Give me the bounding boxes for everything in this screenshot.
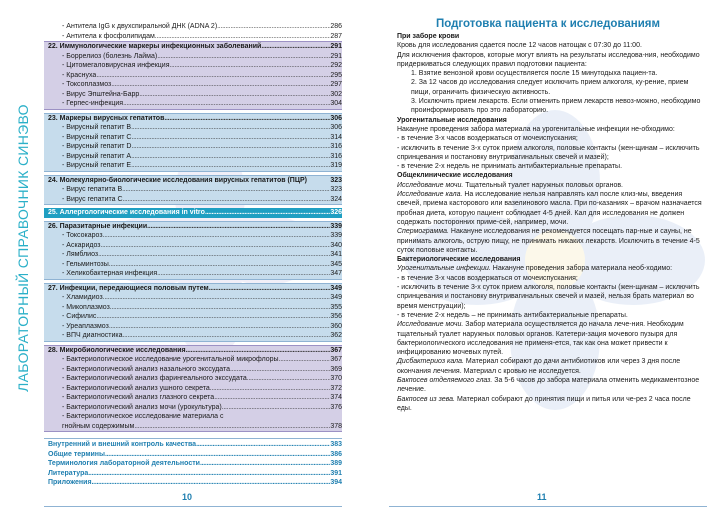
toc-entry-label: - Антитела IgG к двухспиральной ДНК (ADNA 2): [62, 23, 218, 30]
toc-entry: [44, 355, 342, 365]
footer-rule-left: [44, 506, 342, 507]
toc-entry-page: 360: [330, 322, 342, 330]
toc-entry: [44, 384, 342, 394]
toc-section-title: 27. Инфекции, передающиеся половым путем: [48, 284, 209, 292]
toc-entry: [44, 331, 342, 341]
toc-entry: [44, 71, 342, 81]
toc-entry-label: - Вирусный гепатит В: [62, 124, 132, 131]
toc-leader-dots: [186, 346, 331, 356]
toc-entry: [44, 322, 342, 332]
toc-entry: [44, 260, 342, 270]
paragraph-lead: Исследование кала.: [397, 191, 463, 199]
toc-leader-dots: [205, 208, 330, 218]
paragraph-text: На исследование нельзя направлять кал после клиз-мы, введения свечей, приема касторового или вазелинового масла. При по-казаниях – врачом назначается пробная диета, которую пациент соблюдает 4-5 дней. Кал для исследования не должен содержать посторонних приме-сей, например, мочи.: [397, 191, 702, 226]
toc-entry-page: 295: [330, 71, 342, 79]
toc-leader-dots: [103, 293, 331, 303]
toc-entry-label: - Вирусный гепатит С: [62, 133, 132, 141]
paragraph: [389, 181, 707, 190]
paragraph-lead: Бакпосев из зева.: [397, 395, 455, 403]
list-item: - исключить в течение 3-х суток прием алкоголя, половые контакты (жен-щинам – исключить спринцевания и постановку внутривагинальных свечей и мазей, нельзя брать материал во время менструации);: [397, 284, 700, 310]
toc-entry-label: гнойным содержимым: [62, 422, 135, 430]
toc-section-title: 26. Паразитарные инфекции: [48, 222, 148, 230]
toc-leader-dots: [279, 355, 331, 365]
spine: [0, 0, 42, 513]
toc-entry-page: 367: [330, 356, 342, 363]
paragraph-lead: Спермограмма.: [397, 228, 449, 236]
toc-leader-dots: [110, 303, 331, 313]
paragraph-text: Забор материала осуществляется до начала лече-ния. Необходим тщательный туалет наружных половых органов. Катетери-зация мочевого пузыря для бактериологического исследования не применя-ется, так как она может привести к инфицированию мочевых путей.: [397, 321, 684, 357]
list-item: - в течение 3-х часов воздержаться от мочеиспускания;: [397, 135, 578, 143]
section-heading-blood: При заборе крови: [397, 33, 460, 40]
toc-entry: [44, 61, 342, 71]
toc-entry-page: 291: [330, 52, 342, 60]
toc-leader-dots: [131, 123, 330, 133]
list-item: 1. Взятие венозной крови осуществляется после 15 минутодыха пациен-та.: [411, 70, 658, 78]
paragraph-text: Материал собирают до принятия пищи и питья или че-рез 2 часа после еды.: [397, 395, 691, 412]
toc-entry: [44, 412, 342, 422]
toc-entry-label: Общие термины: [48, 450, 106, 458]
paragraph: [389, 376, 707, 395]
toc-entry: [44, 142, 342, 152]
toc-section-title: 23. Маркеры вирусных гепатитов: [48, 114, 165, 122]
toc-entry: [44, 52, 342, 62]
toc-entry-page: 319: [330, 162, 342, 169]
toc-entry: [44, 133, 342, 143]
paragraph: [389, 264, 707, 273]
toc-leader-dots: [109, 322, 330, 332]
toc-leader-dots: [134, 422, 330, 432]
toc-entry-page: 372: [330, 384, 342, 392]
paragraph-text: Материал собирают до дачи антибиотиков или через 3 дня после окончания лечения. Материал с кровью не исследуется.: [397, 358, 681, 375]
toc-entry-label: - Хеликобактерная инфекция: [62, 270, 158, 277]
toc-leader-dots: [123, 195, 331, 205]
toc-entry: [44, 123, 342, 133]
toc-entry: [44, 195, 342, 205]
toc-leader-dots: [132, 133, 331, 143]
toc-leader-dots: [247, 374, 331, 384]
toc-entry-label: - Бактериологический анализ назального экссудата: [62, 365, 230, 373]
toc-section: [44, 345, 342, 433]
toc-entry-page: 292: [330, 62, 342, 69]
paragraph-lead: Исследование мочи.: [397, 181, 464, 189]
footer-rule-right: [389, 506, 707, 507]
toc-entry: [44, 80, 342, 90]
page-title: Подготовка пациента к исследованиям: [435, 18, 660, 30]
toc-entry: [44, 365, 342, 375]
toc-section: [44, 283, 342, 342]
toc-entry: [44, 32, 342, 42]
toc-entry-label: - Вирус гепатита С: [62, 195, 123, 203]
toc-entry-label: - Уреаплазмоз: [62, 322, 109, 330]
toc-entry-label: Приложения: [48, 479, 92, 486]
toc-entry: [44, 241, 342, 251]
toc-section: [44, 221, 342, 280]
toc-entry: [44, 303, 342, 313]
right-page-body: [389, 32, 707, 413]
toc-entry-page: 383: [330, 441, 342, 448]
toc-entry-label: - Хламидиоз: [62, 294, 103, 301]
toc-entry: [44, 403, 342, 413]
toc-section-page: 291: [330, 43, 342, 50]
right-page: [389, 18, 707, 413]
toc-entry: [44, 90, 342, 100]
toc-section-page: 326: [330, 209, 342, 216]
toc-entry-label: - Токсоплазмоз: [62, 81, 112, 88]
toc-entry-page: 341: [330, 251, 342, 258]
toc-leader-dots: [92, 478, 331, 488]
toc-entry-page: 314: [330, 133, 342, 141]
toc-leader-dots: [155, 32, 331, 42]
toc-leader-dots: [170, 61, 331, 71]
toc-section: [44, 41, 342, 110]
section-heading-urogenital: Урогенитальные исследования: [397, 116, 507, 124]
toc-entry-label: - Гельминтозы: [62, 260, 109, 268]
toc-entry: [44, 312, 342, 322]
list-item: - в течение 2-х недель не принимать антибактериальные препараты.: [397, 163, 623, 171]
toc-leader-dots: [157, 52, 330, 62]
toc-entry-page: 362: [330, 332, 342, 339]
toc-entry-label: - Бактериологическое исследование материала с: [62, 413, 224, 420]
page-number-right: 11: [537, 492, 547, 502]
toc-entry: [44, 422, 342, 432]
toc-entry-page: 394: [330, 479, 342, 486]
toc-leader-dots: [209, 284, 331, 294]
toc-leader-dots: [196, 440, 330, 450]
paragraph-lead: Дисбактериоз кала.: [397, 358, 464, 366]
toc-leader-dots: [157, 269, 330, 279]
paragraph-lead: Урогенитальные инфекции.: [397, 265, 491, 273]
section-heading-bacteriological: Бактериологические исследования: [397, 256, 521, 264]
toc-entry: [44, 374, 342, 384]
toc-section: [44, 208, 342, 218]
toc-section-heading: [44, 222, 342, 232]
toc-entry: [44, 250, 342, 260]
toc-entry: [44, 393, 342, 403]
paragraph: [389, 357, 707, 376]
toc-leader-dots: [217, 22, 330, 32]
paragraph-text: Накануне проведения забора материала необ-ходимо:: [490, 265, 673, 273]
toc-entry-label: - Боррелиоз (болезнь Лайма): [62, 52, 158, 60]
toc-leader-dots: [103, 231, 331, 241]
paragraph: Кровь для исследования сдается после 12 часов натощак с 07:30 до 11:00.: [397, 42, 642, 50]
paragraph-text: Накануне исследования не рекомендуется посещать пар-ные и сауны, не принимать алкоголь, острую пищу, не принимать никаких лекарств. Исключить в течение 4-5 суток половые контакты.: [397, 228, 700, 254]
toc-entry-label: Терминология лабораторной деятельности: [48, 460, 200, 467]
toc-entry-label: - Вирусный гепатит Е: [62, 162, 132, 169]
toc-entry-page: 297: [330, 81, 342, 88]
toc-entry-label: - Бактериологический анализ ушного секрета: [62, 384, 210, 392]
toc-section-title: 28. Микробиологические исследования: [48, 346, 186, 354]
toc-leader-dots: [139, 90, 330, 100]
toc-entry-label: - Бактериологический анализ фарингеального экссудата: [62, 375, 247, 382]
toc-leader-dots: [109, 260, 331, 270]
paragraph: [389, 227, 707, 255]
toc-section-title: 25. Аллергологические исследования in vitro: [48, 209, 205, 216]
toc-entry-page: 369: [330, 365, 342, 373]
list-item: 3. Исключить прием лекарств. Если отменить прием лекарств невоз-можно, необходимо проинформировать про это лабораторию.: [411, 98, 701, 115]
toc-entry-label: Внутренний и внешний контроль качества: [48, 441, 197, 448]
toc-entry-page: 376: [330, 403, 342, 411]
toc-leader-dots: [100, 241, 330, 251]
toc-entry: [44, 152, 342, 162]
toc-entry-label: Литература: [48, 469, 89, 477]
list-item: 2. За 12 часов до исследования следует исключить прием алкоголя, ку-рение, прием пищи, ограничить физическую активность.: [411, 79, 689, 96]
toc-leader-dots: [122, 185, 330, 195]
toc-entry-label: - Краснуха: [62, 71, 97, 79]
toc-entry: [44, 161, 342, 171]
toc-entry-label: - Вирус гепатита В: [62, 186, 123, 193]
toc-entry: [44, 459, 342, 469]
toc-entry-label: - Лямблиоз: [62, 251, 99, 258]
toc-section-page: 306: [330, 114, 342, 122]
toc-entry: [44, 269, 342, 279]
toc-leader-dots: [230, 365, 330, 375]
toc-leader-dots: [96, 71, 330, 81]
toc-leader-dots: [132, 142, 331, 152]
paragraph-text: За 5-6 часов до забора материала отменить медикаментозное лечение.: [397, 376, 700, 394]
toc-entry-page: 302: [330, 90, 342, 98]
toc-leader-dots: [200, 459, 330, 469]
toc-leader-dots: [88, 469, 330, 479]
toc-entry-page: 374: [330, 394, 342, 401]
toc-entry: [44, 469, 342, 479]
toc-leader-dots: [222, 403, 331, 413]
toc-entry-page: 287: [330, 32, 342, 40]
toc-entry-page: 286: [330, 23, 342, 30]
toc-entry-page: 391: [330, 469, 342, 477]
toc-entry-page: 345: [330, 260, 342, 268]
toc-leader-dots: [131, 161, 330, 171]
toc-entry: [44, 293, 342, 303]
page-number-left: 10: [182, 492, 193, 502]
toc-entry-page: 370: [330, 375, 342, 382]
toc-entry-page: 389: [330, 460, 342, 467]
paragraph-text: Тщательный туалет наружных половых органов.: [463, 181, 623, 189]
toc-section-page: 323: [330, 176, 342, 184]
toc-entry-label: - Аскаридоз: [62, 241, 101, 249]
toc-entry-label: - Герпес-инфекция: [62, 100, 124, 107]
toc-entry-page: 386: [330, 450, 342, 458]
paragraph: Накануне проведения забора материала на урогенитальные инфекции не-обходимо:: [397, 125, 675, 133]
toc-entry-page: 356: [330, 313, 342, 320]
toc-entry-page: 316: [330, 143, 342, 150]
toc-entry-page: 304: [330, 100, 342, 107]
spine-title: ЛАБОРАТОРНЫЙ СПРАВОЧНИК СИНЭВО: [15, 104, 31, 392]
toc-entry-label: - Сифилис: [62, 313, 97, 320]
toc-entry-label: - Антитела к фосфолипидам: [62, 32, 155, 40]
toc-leader-dots: [164, 114, 330, 124]
table-of-contents: [44, 22, 342, 488]
toc-section-heading: [44, 176, 342, 186]
toc-entry-label: - Микоплазмоз: [62, 303, 110, 311]
toc-entry-page: 323: [330, 186, 342, 193]
toc-entry-label: - Вирус Эпштейна-Барр: [62, 90, 140, 98]
toc-entry: [44, 478, 342, 488]
toc-entry-page: 339: [330, 232, 342, 239]
section-heading-clinical: Общеклинические исследования: [397, 172, 513, 180]
toc-entry: [44, 450, 342, 460]
toc-section-page: 367: [330, 346, 342, 354]
toc-entry: [44, 22, 342, 32]
toc-section-title: 22. Иммунологические маркеры инфекционных заболеваний: [48, 43, 262, 50]
toc-entry-label: - Бактериологический анализ мочи (урокультура): [62, 403, 222, 411]
toc-section-heading: [44, 284, 342, 294]
toc-entry: [44, 440, 342, 450]
toc-back-matter: [44, 438, 342, 488]
toc-entry: [44, 185, 342, 195]
toc-section-heading: [44, 208, 342, 218]
toc-entry-label: - Бактериологический анализ глазного секрета: [62, 394, 215, 401]
toc-leader-dots: [98, 250, 330, 260]
paragraph-lead: Исследование мочи.: [397, 321, 464, 329]
paragraph: [389, 395, 707, 414]
toc-entry-page: 378: [330, 422, 342, 430]
toc-section: [44, 175, 342, 206]
toc-entry-label: - Бактериологическое исследование урогенитальной микрофлоры: [62, 356, 279, 363]
toc-entry-label: - Вирусный гепатит D: [62, 143, 132, 150]
list-item: - в течение 2-х недель – не принимать антибактериальные препараты.: [397, 311, 628, 319]
toc-leader-dots: [214, 393, 330, 403]
toc-entry-label: - ВПЧ диагностика: [62, 332, 123, 339]
paragraph: [389, 190, 707, 227]
toc-entry-page: 306: [330, 124, 342, 131]
list-item: - исключить в течение 3-х суток прием алкоголя, половые контакты (жен-щинам – исключить спринцевания и постановку внутривагинальных свечей и мазей);: [397, 144, 700, 161]
toc-entry-label: - Вирусный гепатит А: [62, 152, 132, 160]
paragraph-lead: Бакпосев отделяемого глаз.: [397, 376, 493, 384]
toc-section-heading: [44, 114, 342, 124]
toc-entry-page: 340: [330, 241, 342, 249]
toc-leader-dots: [96, 312, 330, 322]
toc-entry: [44, 231, 342, 241]
toc-section-heading: [44, 42, 342, 52]
paragraph: Для исключения факторов, которые могут влиять на результаты исследова-ния, необходимо придерживаться следующих правил подготовки пациента:: [397, 51, 700, 68]
toc-leader-dots: [210, 384, 331, 394]
paragraph: [389, 320, 707, 357]
toc-entry-page: 324: [330, 195, 342, 203]
toc-entry-label: - Токсокароз: [62, 232, 103, 239]
toc-leader-dots: [147, 222, 330, 232]
toc-section-page: 339: [330, 222, 342, 230]
toc-entry-page: 347: [330, 270, 342, 277]
toc-section-page: 349: [330, 284, 342, 292]
toc-leader-dots: [261, 42, 330, 52]
list-item: - в течение 3-х часов воздержаться от мочеиспускания;: [397, 274, 578, 282]
toc-entry: [44, 99, 342, 109]
toc-entry-label: - Цитомегаловирусная инфекция: [62, 62, 170, 69]
toc-section: [44, 113, 342, 172]
toc-leader-dots: [131, 152, 330, 162]
toc-entry-page: 349: [330, 294, 342, 301]
toc-leader-dots: [123, 331, 331, 341]
toc-section-title: 24. Молекулярно-биологические исследования вирусных гепатитов (ПЦР): [48, 176, 307, 184]
toc-entry-page: 355: [330, 303, 342, 311]
toc-leader-dots: [111, 80, 330, 90]
toc-leader-dots: [123, 99, 330, 109]
toc-leader-dots: [105, 450, 330, 460]
toc-section-heading: [44, 346, 342, 356]
toc-entry-page: 316: [330, 152, 342, 160]
